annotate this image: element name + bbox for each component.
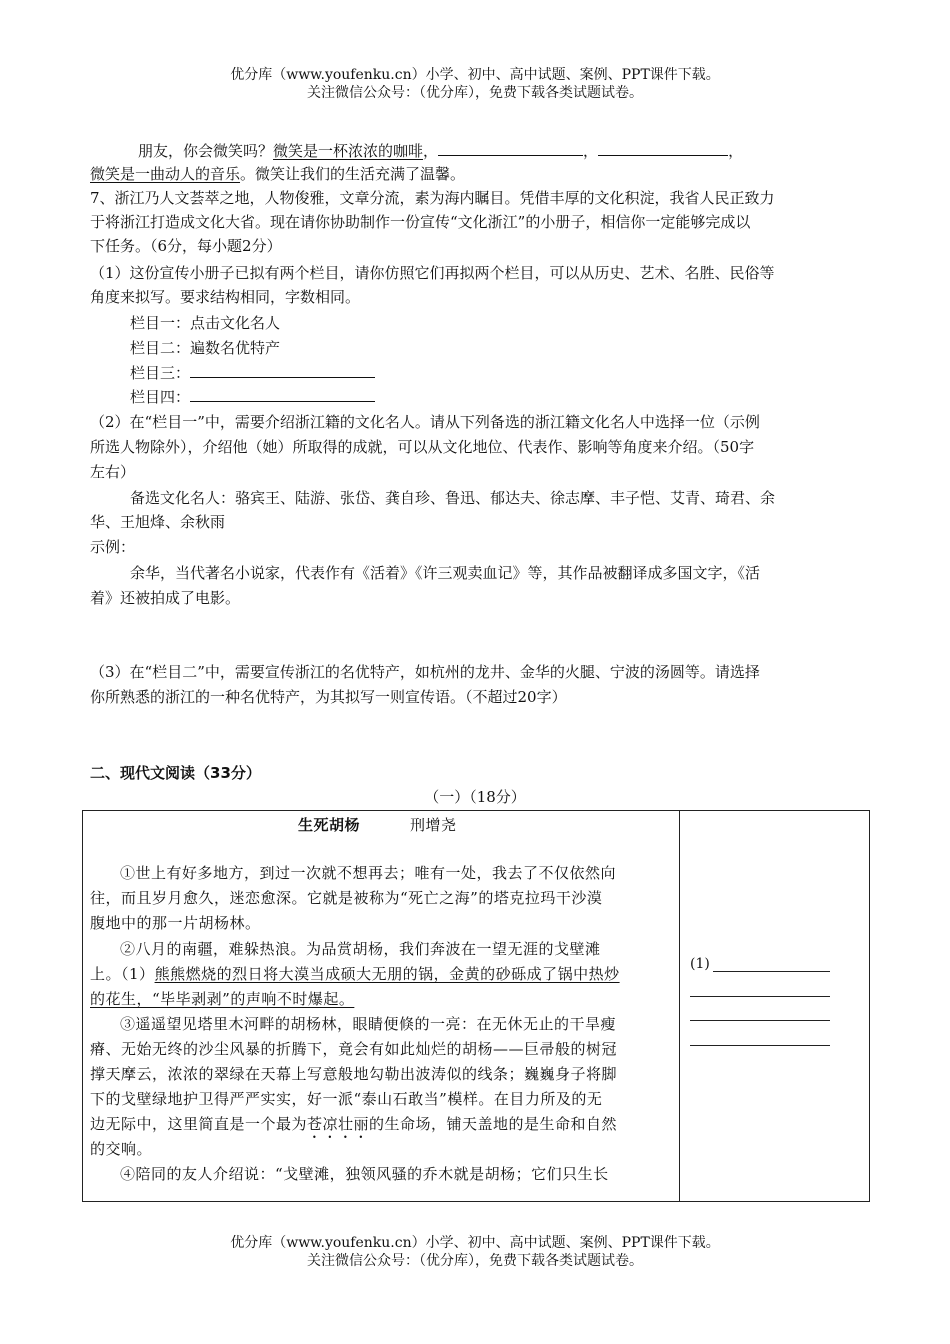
q7-part1-line2: 角度来拟写。要求结构相同，字数相同。 [90,288,361,306]
q7-part3-line1: （3）在“栏目二”中，需要宣传浙江的名优特产，如杭州的龙井、金华的火腿、宁波的汤圆等。请选择 [90,663,760,681]
q6-line1 [138,140,928,162]
annotation-marker-1: （1） [121,965,155,983]
passage-p3-line2: 瘠、无始无终的沙尘风暴的折腾下，竟会有如此灿烂的胡杨——巨帚般的树冠 [90,1040,618,1058]
column-1: 栏目一：点击文化名人 [130,314,281,332]
example-label: 示例： [90,538,136,556]
q7-part2-line3: 左右） [90,463,136,481]
section-title: 二、现代文阅读（33分） [90,764,261,782]
emphasized-phrase: 苍凉壮丽 [307,1115,370,1133]
passage-p3-line6: 的交响。 [90,1140,153,1158]
example-line2: 着》还被拍成了电影。 [90,589,241,607]
passage-title: 生死胡杨 [298,816,361,834]
q7-intro-line2: 于将浙江打造成文化大省。现在请你协助制作一份宣传“文化浙江”的小册子，相信你一定能够完成以 [90,213,751,231]
column-3-label: 栏目三： [130,364,191,382]
q7-part3-line2: 你所熟悉的浙江的一种名优特产，为其拟写一则宣传语。（不超过20字） [90,688,567,706]
underlined-sentence-part1: 熊熊燃烧的烈日将大漠当成硕大无朋的锅，金黄的砂砾成了锅中热炒 [154,965,620,983]
passage-p3-line3: 撑天摩云，浓浓的翠绿在天幕上写意般地勾勒出波涛似的线条；巍巍身子将脚 [90,1065,618,1083]
q6-example2: 微笑是一曲动人的音乐 [90,165,241,183]
candidates-line1: 备选文化名人：骆宾王、陆游、张岱、龚自珍、鲁迅、郁达夫、徐志摩、丰子恺、艾青、琦君、余 [130,489,776,507]
passage-p4-line1: ④陪同的友人介绍说：“戈壁滩，独领风骚的乔木就是胡杨；它们只生长 [120,1165,609,1183]
passage-p1-line3: 腹地中的那一片胡杨林。 [90,914,261,932]
passage-p3-line4: 下的戈壁绿地护卫得严严实实，好一派“泰山石敢当”模样。在目力所及的无 [90,1090,603,1108]
column-3-blank[interactable] [190,363,375,378]
column-2: 栏目二：遍数名优特产 [130,339,281,357]
section-subtitle: （一）（18分） [424,788,526,806]
column-4-blank[interactable] [190,387,375,402]
passage-p3-line5-post: 的生命场，铺天盖地的是生命和自然 [369,1115,618,1133]
page-footer-line1: 优分库（www.youfenku.cn）小学、初中、高中试题、案例、PPT课件下载。 [230,1235,720,1251]
q6-comma1: ， [423,142,439,160]
example-line1: 余华，当代著名小说家，代表作有《活着》《许三观卖血记》等，其作品被翻译成多国文字，《活 [130,564,761,582]
q7-intro-line3: 下任务。（6分，每小题2分） [90,237,282,255]
underlined-sentence-part2: 的花生，“毕毕剥剥”的声响不时爆起。 [90,990,355,1008]
annotation-answer-line-1[interactable] [713,970,830,972]
annotation-answer-line-3[interactable] [690,1019,830,1021]
passage-p2-line2 [90,962,675,986]
page-footer-line2: 关注微信公众号：（优分库），免费下载各类试题试卷。 [307,1253,643,1269]
q7-part2-line1: （2）在“栏目一”中，需要介绍浙江籍的文化名人。请从下列备选的浙江籍文化名人中选择一位（示例 [90,413,760,431]
page-header-line1: 优分库（www.youfenku.cn）小学、初中、高中试题、案例、PPT课件下载。 [230,67,720,83]
passage-p2-line1: ②八月的南疆，难躲热浪。为品赏胡杨，我们奔波在一望无涯的戈壁滩 [120,940,601,958]
passage-author: 刑增尧 [410,816,457,834]
passage-p1-line2: 往，而且岁月愈久，迷恋愈深。它就是被称为“死亡之海”的塔克拉玛干沙漠 [90,889,603,907]
candidates-line2: 华、王旭烽、余秋雨 [90,513,226,531]
q6-line2 [90,163,880,185]
passage-p3-line5-pre: 边无际中，这里简直是一个最为 [90,1115,308,1133]
q7-part1-line1: （1）这份宣传小册子已拟有两个栏目，请你仿照它们再拟两个栏目，可以从历史、艺术、名胜、民俗等 [90,264,775,282]
passage-heading [298,813,883,837]
passage-p1-line1: ①世上有好多地方，到过一次就不想再去；唯有一处，我去了不仅依然向 [120,864,617,882]
column-3 [130,362,920,384]
column-4 [130,386,920,408]
annotation-answer-line-2[interactable] [690,995,830,997]
q6-comma3: ， [728,142,744,160]
q6-blank2[interactable] [598,141,728,156]
passage-p2-line3 [90,987,675,1011]
passage-p3-line1: ③遥遥望见塔里木河畔的胡杨林，眼睛便倏的一亮：在无休无止的干旱瘦 [120,1015,617,1033]
passage-p2-start: 上。 [90,965,122,983]
q6-blank1[interactable] [438,141,583,156]
page-header-line2: 关注微信公众号：（优分库），免费下载各类试题试卷。 [307,85,643,101]
q6-example1: 微笑是一杯浓浓的咖啡 [273,142,424,160]
column-4-label: 栏目四： [130,388,191,406]
annotation-answer-line-4[interactable] [690,1044,830,1046]
annotation-label: (1) [690,956,710,972]
q7-part2-line2: 所选人物除外），介绍他（她）所取得的成就，可以从文化地位、代表作、影响等角度来介绍。（50字 [90,438,755,456]
q6-prefix: 朋友，你会微笑吗？ [138,142,274,160]
q6-suffix: 。微笑让我们的生活充满了温馨。 [240,165,466,183]
q7-intro-line1: 7、浙江乃人文荟萃之地，人物俊雅，文章分流，素为海内瞩目。凭借丰厚的文化积淀，我省人民正致力 [90,189,775,207]
q6-comma2: ， [583,142,599,160]
